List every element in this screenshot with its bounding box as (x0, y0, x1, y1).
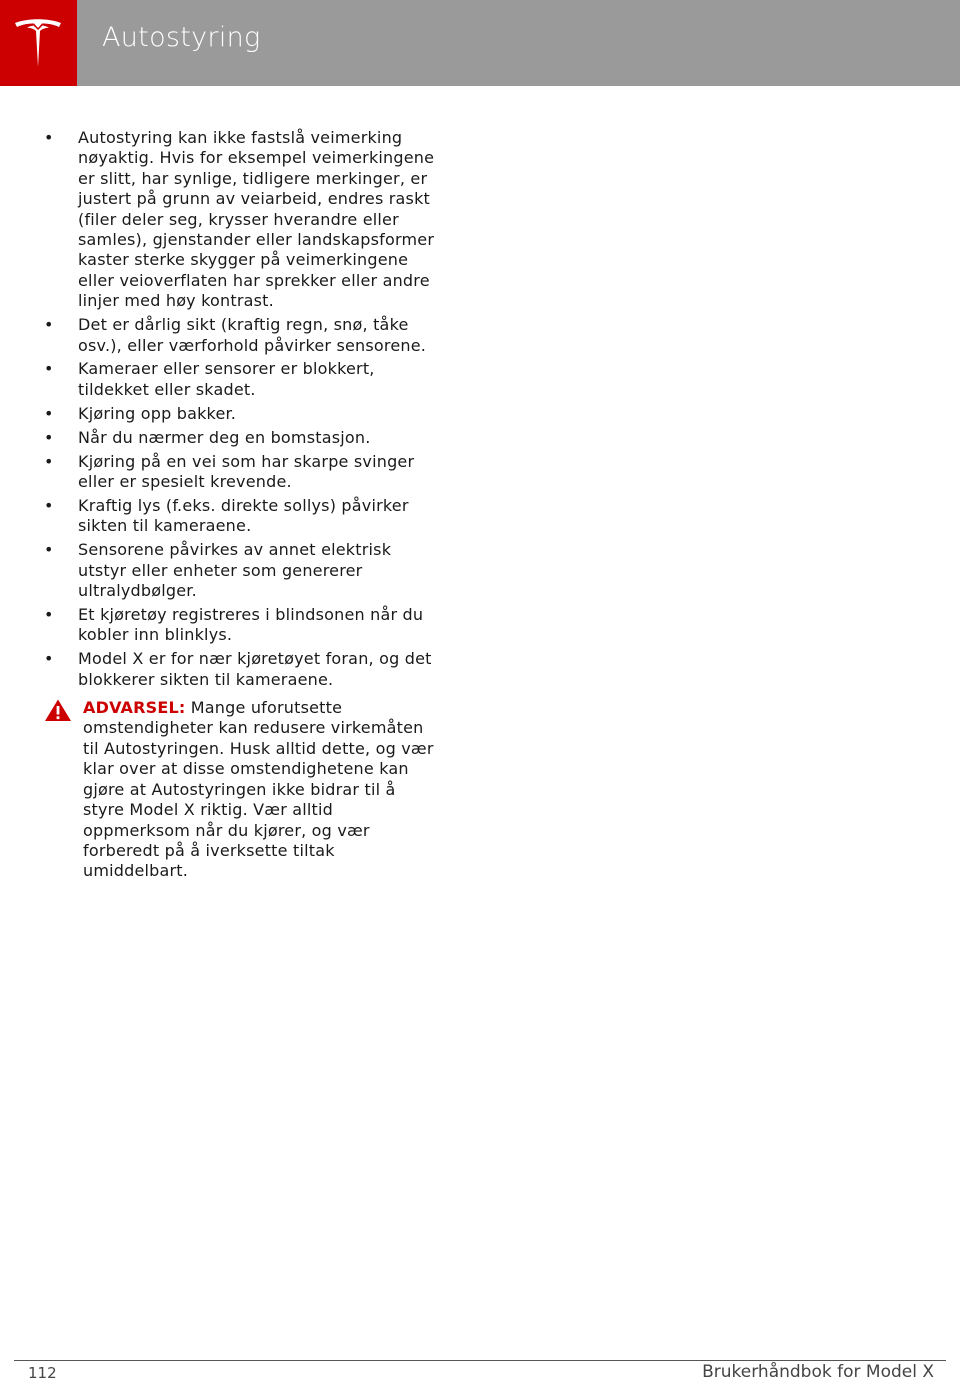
bullet-icon: • (44, 128, 54, 147)
list-item (44, 605, 440, 646)
list-item-text: Sensorene påvirkes av annet elektrisk utstyr eller enheter som genererer ultralydbølger. (78, 540, 392, 601)
list-item (44, 428, 440, 448)
list-item-text: Et kjøretøy registreres i blindsonen når du kobler inn blinklys. (78, 604, 424, 645)
page-number: 112 (28, 1364, 57, 1382)
bullet-icon: • (44, 540, 54, 560)
bullet-icon: • (44, 403, 54, 423)
warning-box (44, 698, 440, 882)
list-item (44, 649, 440, 690)
list-item-text: Model X er for nær kjøretøyet foran, og det blokkerer sikten til kameraene. (78, 649, 432, 689)
list-item-text: Kjøring på en vei som har skarpe svinger eller er spesielt krevende. (78, 451, 415, 491)
bullet-icon: • (44, 359, 54, 379)
bullet-icon: • (44, 495, 54, 515)
list-item-text: Kjøring opp bakker. (78, 403, 237, 423)
list-item (44, 315, 440, 356)
page-header (0, 0, 960, 86)
bullet-icon: • (44, 427, 54, 447)
content-column (44, 128, 440, 882)
bullet-icon: • (44, 649, 54, 669)
limitations-list (44, 128, 440, 690)
list-item-text: Kraftig lys (f.eks. direkte sollys) påvirker sikten til kameraene. (78, 495, 409, 536)
list-item (44, 359, 440, 400)
list-item-text: Autostyring kan ikke fastslå veimerking nøyaktig. Hvis for eksempel veimerkingene er slitt, har synlige, tidligere merkinger, er justert på grunn av veiarbeid, endres raskt (filer deler seg, krysser hverandre eller samles), gjenstander eller landskapsformer kaster sterke skygger på veimerkingene eller veioverflaten har sprekker eller andre linjer med høy kontrast. (78, 128, 435, 311)
tesla-logo-icon (13, 17, 63, 69)
list-item (44, 404, 440, 424)
bullet-icon: • (44, 315, 54, 335)
page-title: Autostyring (102, 22, 261, 53)
list-item (44, 128, 440, 312)
list-item (44, 452, 440, 493)
list-item (44, 496, 440, 537)
list-item-text: Det er dårlig sikt (kraftig regn, snø, tåke osv.), eller værforhold påvirker sensorene. (78, 315, 427, 355)
warning-label: ADVARSEL: (83, 698, 186, 718)
footer-divider (14, 1360, 946, 1361)
footer-title: Brukerhåndbok for Model X (702, 1362, 934, 1382)
logo-block (0, 0, 77, 86)
bullet-icon: • (44, 451, 54, 471)
warning-text: Mange uforutsette omstendigheter kan redusere virkemåten til Autostyringen. Husk alltid dette, og vær klar over at disse omstendighetene kan gjøre at Autostyringen ikke bidrar til å styre Model X riktig. Vær alltid oppmerksom når du kjører, og vær forberedt på å iverksette tiltak umiddelbart. (83, 698, 434, 881)
bullet-icon: • (44, 604, 54, 624)
warning-triangle-icon (44, 698, 72, 722)
list-item (44, 540, 440, 601)
list-item-text: Når du nærmer deg en bomstasjon. (78, 427, 371, 447)
list-item-text: Kameraer eller sensorer er blokkert, tildekket eller skadet. (78, 359, 375, 399)
